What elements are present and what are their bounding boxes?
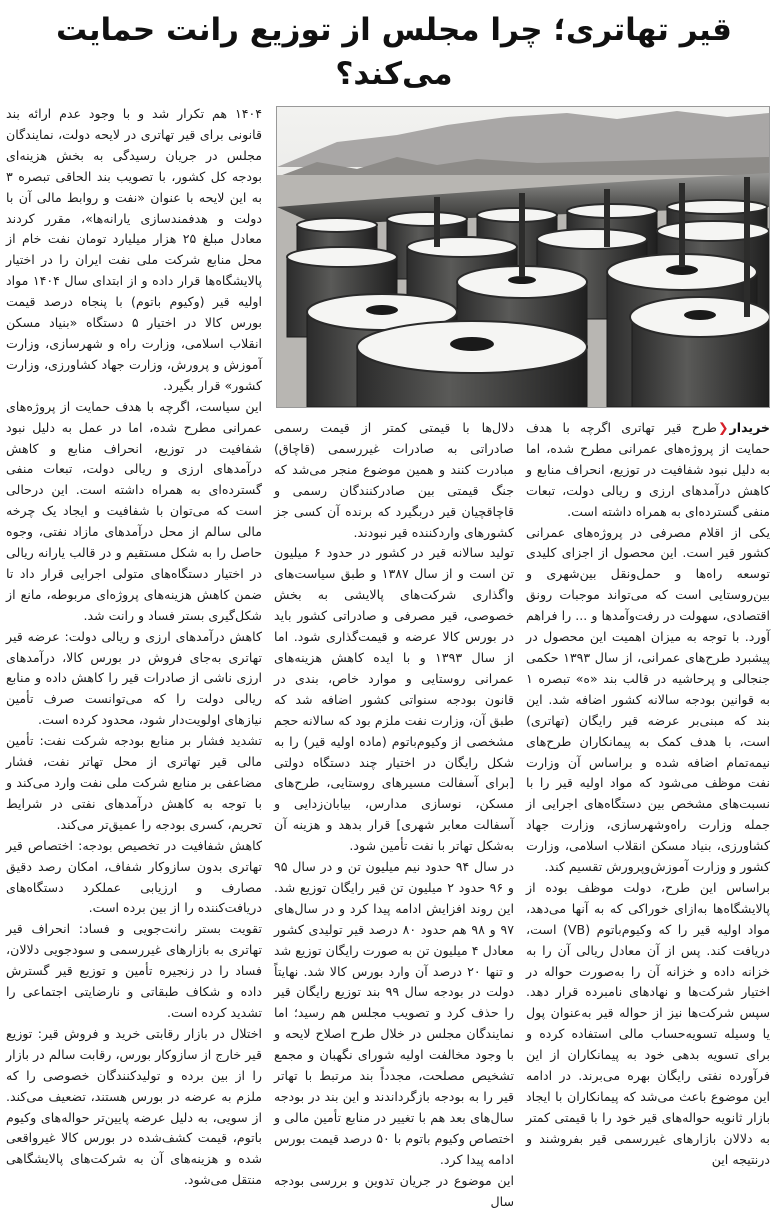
- paragraph: براساس این طرح، دولت موظف بوده از پالایشگاه‌ها به‌ازای خوراکی که به آنها می‌دهد، مواد اولیه قیر را که وکیوم‌باتوم (VB) است، دریافت کند. پس از آن معادل ریالی آن را به خزانه داده و خزانه آن را به‌صورت حواله در اختیار شرکت‌ها و نهادهای نامبرده قرار دهد. سپس شرکت‌ها نیز از حواله قیر به‌عنوان پول یا وسیله تسویه‌حساب مالی استفاده کرده و برای تسویه بدهی خود به پیمانکاران از این فرآورده نفتی رایگان بهره می‌برند. در ادامه این موضوع باعث می‌شد که پیمانکاران با ایجاد بازار ثانویه حواله‌های قیر خود را با قیمتی کمتر به دلالان بازارهای غیررسمی قیر بفروشند و درنتیجه این: [526, 879, 770, 1167]
- paragraph: کاهش درآمدهای ارزی و ریالی دولت: عرضه قیر تهاتری به‌جای فروش در بورس کالا، درآمدهای ارزی ناشی از صادرات قیر را کاهش داده و منابع ریالی دولت را که می‌توانست صرف تأمین نیازهای اولویت‌دار شود، محدود کرده است.: [6, 628, 262, 728]
- column-middle: [274, 418, 514, 1212]
- photo-caption-columns: [274, 418, 770, 1212]
- paragraph: دلال‌ها با قیمتی کمتر از قیمت رسمی صادراتی به صادرات غیررسمی (قاچاق) مبادرت کنند و همین موضوع منجر می‌شد که جنگ قیمتی بین صادرکنندگان رسمی و قاچاقچیان قیر دربگیرد که برنده آن کسی جز کشورهای واردکننده قیر نبودند.: [274, 420, 514, 540]
- paragraph: در سال ۹۴ حدود نیم میلیون تن و در سال ۹۵ و ۹۶ حدود ۲ میلیون تن قیر رایگان توزیع شد. این روند افزایش ادامه پیدا کرد و در سال‌های ۹۷ و ۹۸ هم حدود ۸۰ درصد قیر تولیدی کشور معادل ۴ میلیون تن به صورت رایگان توزیع شد و تنها ۲۰ درصد آن وارد بورس کالا شد. نهایتاً دولت در بودجه سال ۹۹ بند توزیع رایگان قیر را حذف کرد و تصویب مجلس هم رسید؛ اما نمایندگان مجلس در خلال طرح اصلاح لایحه و با وجود مخالفت اولیه شورای نگهبان و مجمع تشخیص مصلحت، مجدداً بند مرتبط با تهاتر قیر را به بودجه بازگرداندند و این بند در بودجه سال‌های بعد هم با تغییر در منابع تأمین مالی و اختصاص وکیوم باتوم با ۵۰ درصد قیمت بورس ادامه پیدا کرد.: [274, 859, 515, 1167]
- bitumen-barrels-image: [277, 107, 769, 407]
- column-right: [526, 418, 770, 1212]
- paragraph: [526, 418, 770, 523]
- paragraph: تشدید فشار بر منابع بودجه شرکت نفت: تأمین مالی قیر تهاتری از محل تهاتر نفت، فشار مضاعفی بر منابع شرکت ملی نفت وارد می‌کند و با توجه به کاهش درآمدهای نفتی در شرایط تحریم، کسری بودجه را عمیق‌تر می‌کند.: [6, 733, 262, 832]
- paragraph: یکی از اقلام مصرفی در پروژه‌های عمرانی کشور قیر است. این محصول از اجزای کلیدی توسعه راه‌ها و حمل‌ونقل بین‌شهری و بین‌روستایی است که می‌تواند موجبات رونق اقتصادی، سهولت در رفت‌وآمدها و ... را فراهم آورد. با توجه به میزان اهمیت این محصول در پیشبرد طرح‌های عمرانی، از سال ۱۳۹۳ حکمی جنجالی و پرحاشیه در قالب بند «ه» تبصره ۱ به قوانین بودجه سالانه کشور اضافه شد. این بند که مبنی‌بر عرضه قیر رایگان (تهاتری) است، با هدف کمک به پیمانکاران طرح‌های نیمه‌تمام اضافه شده و براساس آن وزارت نفت موظف می‌شود که مواد اولیه قیر را با نسبت‌های مشخص بین دستگاه‌های اجرایی از جمله وزارت راه‌وشهرسازی، وزارت جهاد کشاورزی، بنیاد مسکن انقلاب اسلامی، وزارت کشور و وزارت آموزش‌وپرورش تقسیم کند.: [526, 524, 770, 875]
- column-left: [6, 104, 262, 1191]
- paragraph: ۱۴۰۴ هم تکرار شد و با وجود عدم ارائه بند قانونی برای قیر تهاتری در لایحه دولت، نمایندگان مجلس در جریان رسیدگی به بخش هزینه‌ای بودجه کل کشور، با تصویب بند الحاقی تبصره ۳ به این لایحه با عنوان «نفت و روابط مالی آن با دولت و هدفمندسازی یارانه‌ها»، مقرر کردند معادل مبلغ ۲۵ هزار میلیارد تومان نفت خام از محل منابع شرکت ملی نفت ایران را در اختیار پالایشگاه‌ها قرار داده و از ابتدای سال ۱۴۰۴ مواد اولیه قیر (وکیوم باتوم) با پنجاه درصد قیمت بورس کالا در اختیار ۵ دستگاه «بنیاد مسکن انقلاب اسلامی، وزارت راه و شهرسازی، وزارت آموزش و پرورش، وزارت جهاد کشاورزی، وزارت کشور» قرار بگیرد.: [6, 106, 262, 393]
- article-main-block: [274, 104, 770, 1212]
- article-photo: [276, 106, 770, 408]
- column-left-wrap: [6, 104, 262, 1212]
- byline: خریدار: [729, 420, 770, 435]
- lead-paragraph: طرح قیر تهاتری اگرچه با هدف حمایت از پروژه‌های عمرانی مطرح شده، اما به دلیل نبود شفافیت در توزیع، انحراف منابع و کاهش درآمدهای ارزی و ریالی دولت، تبعات منفی گسترده‌ای به همراه داشته است.: [526, 420, 770, 519]
- paragraph: این سیاست، اگرچه با هدف حمایت از پروژه‌های عمرانی مطرح شده، اما در عمل به دلیل نبود شفافیت در توزیع، انحراف منابع و کاهش درآمدهای ارزی و ریالی دولت، تبعات منفی گسترده‌ای به همراه داشته است. این درحالی است که می‌توان با شفافیت و ایجاد یک چرخه مالی سالم از محل درآمدهای مازاد نفتی، وجوه حاصل را به شکل مستقیم و در قالب یارانه ریالی در اختیار دستگاه‌های متولی اجرایی قرار داد تا ضمن کاهش هزینه‌های پروژه‌ای مربوطه، مانع از شکل‌گیری بستر فساد و رانت شد.: [6, 398, 262, 623]
- headline: قیر تهاتری؛ چرا مجلس از توزیع رانت حمایت می‌کند؟: [56, 12, 732, 92]
- paragraph: تقویت بستر رانت‌جویی و فساد: انحراف قیر تهاتری به بازارهای غیررسمی و سودجویی دلالان، فساد را در زنجیره تأمین و توزیع قیر گسترش داده و شکاف طبقاتی و نارضایتی اجتماعی را تشدید کرده است.: [6, 921, 262, 1020]
- paragraph: اختلال در بازار رقابتی خرید و فروش قیر: توزیع قیر خارج از سازوکار بورس، رقابت سالم در بازار را از بین برده و تولیدکنندگان خصوصی را که ملزم به عرضه در بورس هستند، تضعیف می‌کند. از سویی، به دلیل عرضه پایین‌تر حواله‌های وکیوم باتوم، قیمت کشف‌شده در بورس کالا غیرواقعی شده و هزینه‌های آن به شرکت‌های پالایشگاهی منتقل می‌شود.: [6, 1025, 262, 1188]
- paragraph: این موضوع در جریان تدوین و بررسی بودجه سال: [274, 1172, 514, 1209]
- chevron-left-icon: ❮: [717, 420, 729, 435]
- paragraph: تولید سالانه قیر در کشور در حدود ۶ میلیون تن است و از سال ۱۳۸۷ و طبق سیاست‌های واگذاری شرکت‌های پالایشی به بخش خصوصی، قیر مصرفی و صادراتی کشور باید در بورس کالا عرضه و قیمت‌گذاری شود. اما از سال ۱۳۹۳ و با ایده کاهش هزینه‌های عمرانی روستایی و موارد خاص، بندی در قانون بودجه سنواتی کشور اضافه شد که طبق آن، وزارت نفت ملزم بود که سالانه حجم مشخصی از وکیوم‌باتوم (ماده اولیه قیر) را به شکل رایگان در اختیار چند دستگاه دولتی [برای آسفالت مسیرهای روستایی، طرح‌های مسکن، نوسازی مدارس، بیابان‌زدایی و آسفالت معابر شهری] قرار بدهد و هزینه آن به‌شکل تهاتر با نفت تأمین شود.: [274, 545, 514, 854]
- article-layout: [0, 100, 776, 1212]
- paragraph: کاهش شفافیت در تخصیص بودجه: اختصاص قیر تهاتری بدون سازوکار شفاف، امکان رصد دقیق مصارف و ارزیابی عملکرد دستگاه‌های دریافت‌کننده را از بین برده است.: [6, 837, 262, 916]
